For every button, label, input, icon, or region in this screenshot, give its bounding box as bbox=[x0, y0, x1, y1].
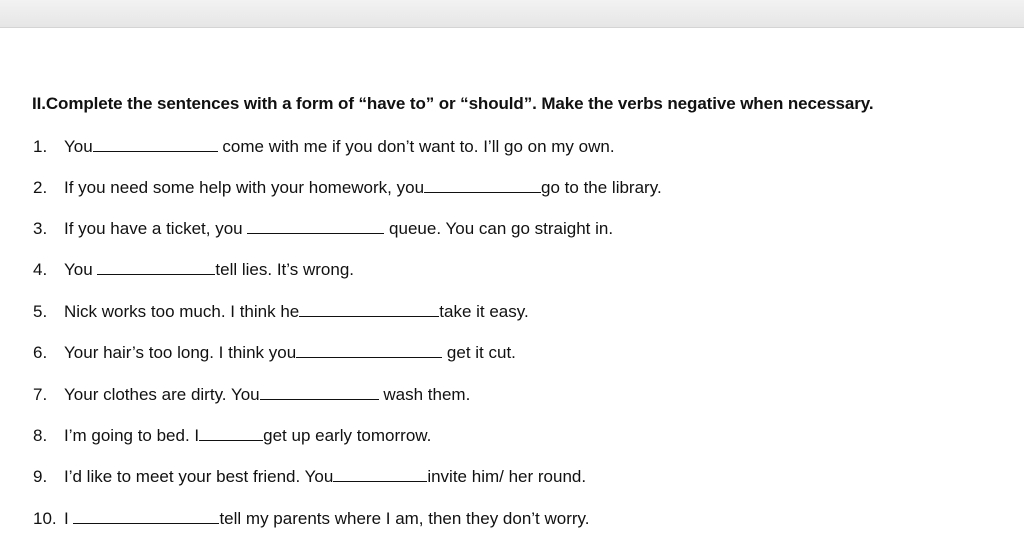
sentence-end: tell lies. It’s wrong. bbox=[215, 260, 354, 279]
exercise-item-4 bbox=[33, 259, 354, 280]
item-number: 7. bbox=[33, 385, 48, 404]
exercise-item-5 bbox=[33, 301, 529, 322]
sentence-start: I bbox=[64, 509, 74, 528]
sentence-start: I’d like to meet your best friend. You bbox=[64, 467, 334, 486]
exercise-item-2 bbox=[33, 177, 662, 198]
sentence-start: Your clothes are dirty. You bbox=[64, 385, 260, 404]
sentence-end: get up early tomorrow. bbox=[263, 426, 432, 445]
exercise-instruction: II.Complete the sentences with a form of “have to” or “should”. Make the verbs negative when necessary. bbox=[32, 94, 874, 113]
sentence-end: get it cut. bbox=[442, 343, 516, 362]
exercise-item-1 bbox=[33, 136, 615, 157]
answer-blank[interactable] bbox=[299, 301, 439, 317]
sentence-start: Nick works too much. I think he bbox=[64, 302, 300, 321]
sentence-start: I’m going to bed. I bbox=[64, 426, 200, 445]
window-top-bar bbox=[0, 0, 1024, 28]
exercise-item-3 bbox=[33, 218, 613, 239]
answer-blank[interactable] bbox=[260, 384, 379, 400]
answer-blank[interactable] bbox=[333, 466, 427, 482]
answer-blank[interactable] bbox=[296, 342, 442, 358]
sentence-end: wash them. bbox=[378, 385, 471, 404]
answer-blank[interactable] bbox=[73, 508, 219, 524]
exercise-item-10 bbox=[33, 508, 590, 529]
sentence-end: take it easy. bbox=[439, 302, 529, 321]
sentence-start: If you have a ticket, you bbox=[64, 219, 248, 238]
item-number: 1. bbox=[33, 137, 48, 156]
exercise-item-8 bbox=[33, 425, 431, 446]
sentence-start: If you need some help with your homework, you bbox=[64, 178, 425, 197]
item-number: 2. bbox=[33, 178, 48, 197]
sentence-end: invite him/ her round. bbox=[427, 467, 587, 486]
sentence-end: queue. You can go straight in. bbox=[384, 219, 614, 238]
item-number: 9. bbox=[33, 467, 48, 486]
sentence-start: Your hair’s too long. I think you bbox=[64, 343, 297, 362]
item-number: 5. bbox=[33, 302, 48, 321]
sentence-end: come with me if you don’t want to. I’ll go on my own. bbox=[222, 137, 615, 156]
exercise-item-6 bbox=[33, 342, 516, 363]
exercise-item-9 bbox=[33, 466, 586, 487]
answer-blank[interactable] bbox=[424, 177, 541, 193]
answer-blank[interactable] bbox=[93, 136, 218, 152]
item-number: 10. bbox=[33, 509, 57, 528]
item-number: 4. bbox=[33, 260, 48, 279]
answer-blank[interactable] bbox=[199, 425, 263, 441]
item-number: 8. bbox=[33, 426, 48, 445]
item-number: 6. bbox=[33, 343, 48, 362]
answer-blank[interactable] bbox=[97, 259, 215, 275]
exercise-item-7 bbox=[33, 384, 470, 405]
item-number: 3. bbox=[33, 219, 48, 238]
answer-blank[interactable] bbox=[247, 218, 384, 234]
sentence-end: go to the library. bbox=[541, 178, 662, 197]
sentence-end: tell my parents where I am, then they don’t worry. bbox=[219, 509, 590, 528]
sentence-start: You bbox=[64, 260, 98, 279]
sentence-start: You bbox=[64, 137, 93, 156]
